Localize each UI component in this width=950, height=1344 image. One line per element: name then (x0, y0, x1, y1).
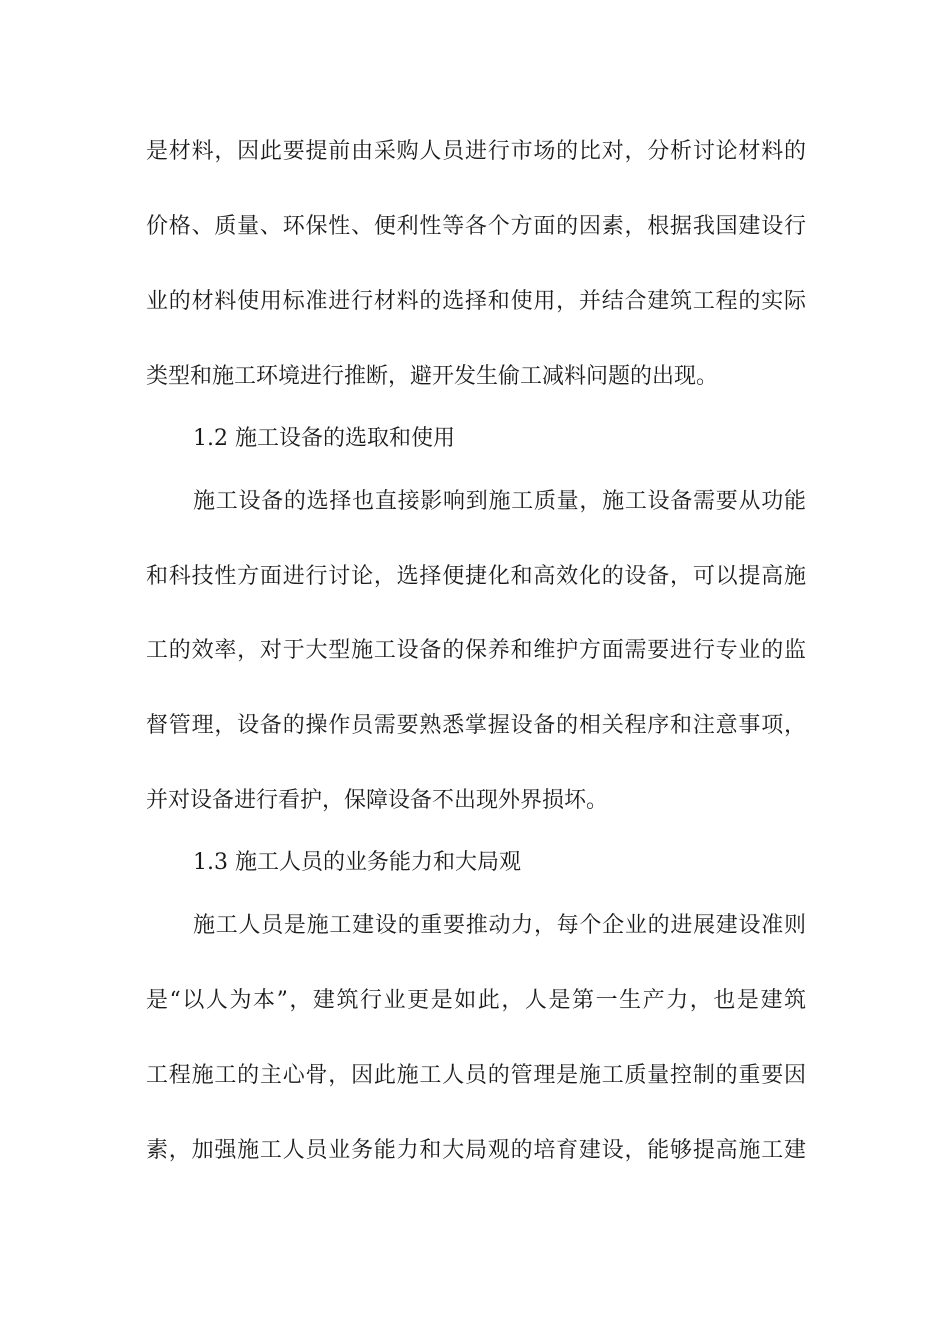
section-heading-1-2: 1.2 施工设备的选取和使用 (193, 426, 455, 451)
paragraph-2-line-5: 并对设备进行看护，保障设备不出现外界损坏。 (146, 788, 609, 813)
paragraph-1-line-2: 价格、质量、环保性、便利性等各个方面的因素，根据我国建设行 (146, 214, 806, 239)
section-heading-1-3: 1.3 施工人员的业务能力和大局观 (193, 850, 521, 875)
paragraph-3-line-1: 施工人员是施工建设的重要推动力，每个企业的进展建设准则 (193, 913, 806, 938)
paragraph-3-line-4: 素，加强施工人员业务能力和大局观的培育建设，能够提高施工建 (146, 1138, 806, 1163)
paragraph-1-line-4: 类型和施工环境进行推断，避开发生偷工减料问题的出现。 (146, 364, 719, 389)
paragraph-3-line-3: 工程施工的主心骨，因此施工人员的管理是施工质量控制的重要因 (146, 1063, 806, 1088)
paragraph-1-line-3: 业的材料使用标准进行材料的选择和使用，并结合建筑工程的实际 (146, 289, 806, 314)
paragraph-2-line-2: 和科技性方面进行讨论，选择便捷化和高效化的设备，可以提高施 (146, 564, 806, 589)
paragraph-2-line-3: 工的效率，对于大型施工设备的保养和维护方面需要进行专业的监 (146, 638, 806, 663)
paragraph-1-line-1: 是材料，因此要提前由采购人员进行市场的比对，分析讨论材料的 (146, 139, 806, 164)
paragraph-2-line-1: 施工设备的选择也直接影响到施工质量，施工设备需要从功能 (193, 489, 806, 514)
paragraph-2-line-4: 督管理，设备的操作员需要熟悉掌握设备的相关程序和注意事项， (146, 713, 806, 738)
paragraph-3-line-2: 是“以人为本”，建筑行业更是如此，人是第一生产力，也是建筑 (146, 988, 806, 1013)
